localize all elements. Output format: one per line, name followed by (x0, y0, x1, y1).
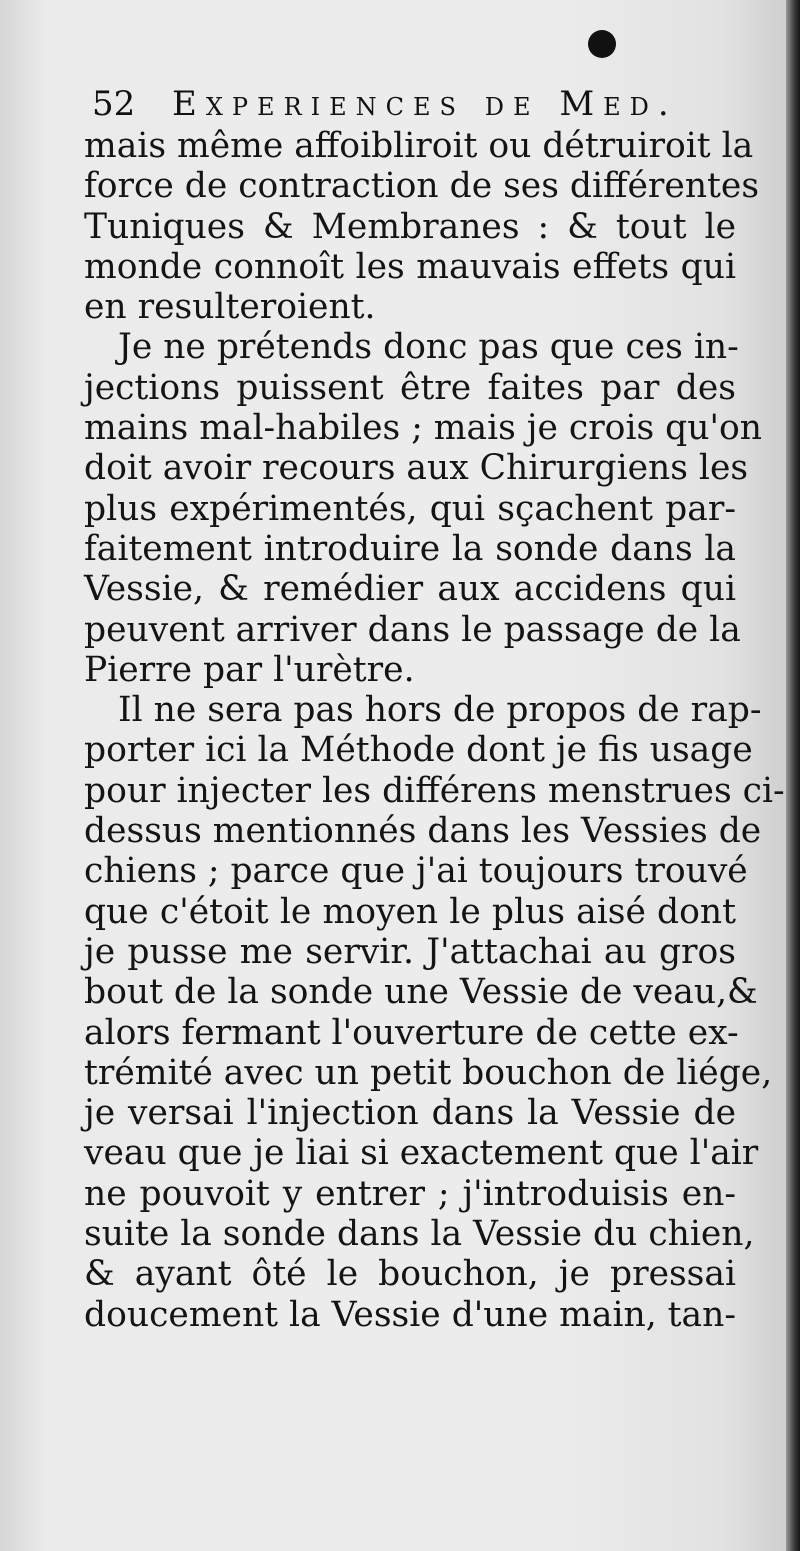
paragraph-start-line: Je ne prétends donc pas que ces in- (118, 327, 739, 368)
page-number: 52 (92, 84, 136, 124)
running-title: Experiences de Med. (172, 84, 678, 124)
text-line: monde connoît les mauvais effets qui (84, 246, 736, 287)
body-text (84, 126, 785, 1335)
text-line: force de contraction de ses différentes (84, 166, 760, 207)
text-line: veau que je liai si exactement que l'air (84, 1133, 759, 1174)
ink-blot (588, 30, 616, 58)
text-line: dessus mentionnés dans les Vessies de (84, 811, 762, 852)
text-line: jections puissent être faites par des (84, 367, 736, 408)
text-line: bout de la sonde une Vessie de veau,& (84, 972, 758, 1013)
text-line: plus expérimentés, qui sçachent par- (84, 488, 736, 529)
text-line: suite la sonde dans la Vessie du chien, (84, 1214, 755, 1255)
text-line: que c'étoit le moyen le plus aisé dont (84, 891, 736, 932)
paragraph-start-line: Il ne sera pas hors de propos de rap- (118, 690, 762, 731)
text-line: Tuniques & Membranes : & tout le (84, 206, 736, 247)
text-line: peuvent arriver dans le passage de la (84, 609, 741, 650)
text-line: je versai l'injection dans la Vessie de (84, 1093, 736, 1134)
text-line: doucement la Vessie d'une main, tan- (84, 1294, 736, 1335)
text-line: je pusse me servir. J'attachai au gros (84, 931, 736, 972)
page-edge-shadow (786, 0, 800, 1551)
text-line: trémité avec un petit bouchon de liége, (84, 1052, 773, 1093)
text-line: Vessie, & remédier aux accidens qui (84, 569, 736, 610)
text-line: faitement introduire la sonde dans la (84, 528, 736, 569)
text-line: & ayant ôté le bouchon, je pressai (84, 1254, 736, 1295)
page-header (92, 82, 742, 126)
text-line: porter ici la Méthode dont je fis usage (84, 730, 753, 771)
text-line: pour injecter les différens menstrues ci- (84, 770, 785, 811)
text-line: mains mal-habiles ; mais je crois qu'on (84, 408, 762, 449)
text-line: mais même affoibliroit ou détruiroit la (84, 126, 754, 166)
text-line: alors fermant l'ouverture de cette ex- (84, 1012, 739, 1053)
text-line: Pierre par l'urètre. (84, 649, 415, 690)
text-line: doit avoir recours aux Chirurgiens les (84, 448, 749, 489)
text-line: chiens ; parce que j'ai toujours trouvé (84, 851, 748, 892)
text-line: ne pouvoit y entrer ; j'introduisis en- (84, 1173, 736, 1214)
text-line: en resulteroient. (84, 287, 376, 328)
